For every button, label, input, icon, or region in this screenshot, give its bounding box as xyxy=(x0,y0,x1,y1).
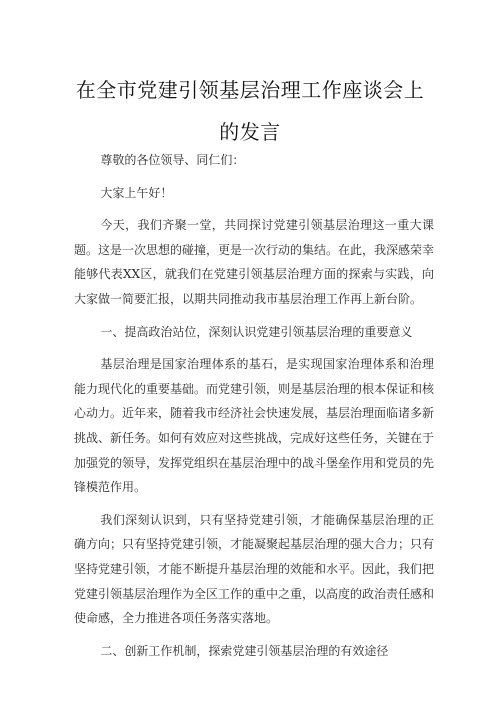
document-body xyxy=(74,148,434,663)
paragraph-section-1b: 我们深刻认识到，只有坚持党建引领，才能确保基层治理的正确方向；只有坚持党建引领，才能凝聚起基层治理的强大合力；只有坚持党建引领，才能不断提升基层治理的效能和水平。因此，我们把党建引领基层治理作为全区工作的重中之重，以高度的政治责任感和使命感，全力推进各项任务落实落地。 xyxy=(74,512,435,626)
section-heading-1: 一、提高政治站位，深刻认识党建引领基层治理的重要意义 xyxy=(100,324,413,339)
salutation: 尊敬的各位领导、同仁们： xyxy=(100,153,245,167)
section-heading-2: 二、创新工作机制，探索党建引领基层治理的有效途径 xyxy=(100,643,389,658)
paragraph-intro: 今天，我们齐聚一堂，共同探讨党建引领基层治理这一重大课题。这是一次思想的碰撞，更是一次行动的集结。在此，我深感荣幸能够代表XX区，就我们在党建引领基层治理方面的探索与实践，向大家做一简要汇报，以期共同推动我市基层治理工作再上新台阶。 xyxy=(74,218,435,306)
document-title-line-2: 的发言 xyxy=(219,120,281,144)
greeting: 大家上午好！ xyxy=(100,185,173,200)
document-title-line-1: 在全市党建引领基层治理工作座谈会上 xyxy=(75,78,425,102)
paragraph-section-1a: 基层治理是国家治理体系的基石，是实现国家治理体系和治理能力现代化的重要基础。而党建引领，则是基层治理的根本保证和核心动力。近年来，随着我市经济社会快速发展，基层治理面临诸多新挑战、新任务。如何有效应对这些挑战，完成好这些任务，关键在于加强党的领导，发挥党组织在基层治理中的战斗堡垒作用和党员的先锋模范作用。 xyxy=(74,357,435,495)
